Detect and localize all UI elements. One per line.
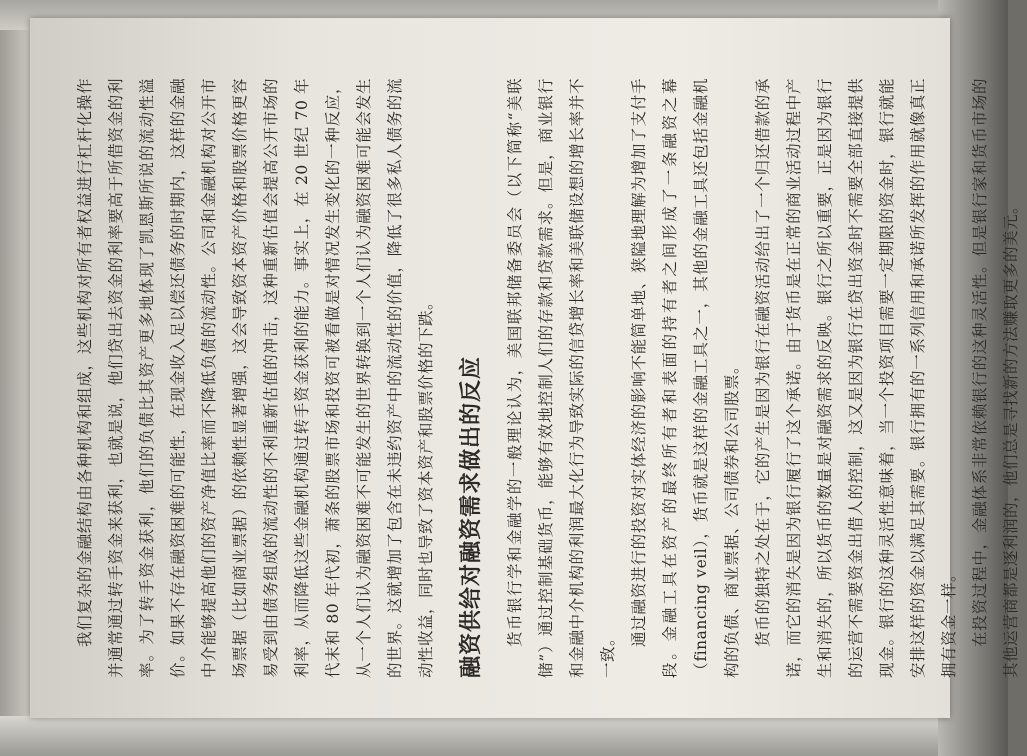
- intro-paragraph: 我们复杂的金融结构由各种机构和组成，这些机构对所有者权益进行杠杆化操作并通常通过转手资金来获利，也就是说，他们贷出去资金的利率要高于所借资金的利率。为了转手资金获利，他们的负债比其资产更多地体现了凯恩斯所说的流动性溢价。如果不存在融资困难的可能性，在现金收入足以偿还债务的时期内，这样的金融中介能够提高他们的资产净值比率而不降低负债的流动性。公司和金融机构对公开市场票据（比如商业票据）的依赖性显著增强，这会导致资本资产价格和股票价格更容易受到由债务组成的流动性的不利重新估值的冲击，这种重新估值会提高公开市场的利率，从而降低这些金融机构通过转手资金获利的能力。事实上，在 20 世纪 70 年代末和 80 年代初，萧条的股票市场和投资可被看做是对情况发生变化的一种反应，从一个人们认为融资困难不可能发生的世界转换到一个人们认为融资困难可能会发生的世界。这就增加了包含在未违约资产中的流动性的价值，降低了很多私人债务的流动性收益，同时也导致了资本资产和股票价格的下跌。: [76, 78, 435, 678]
- body-paragraph-1: 货币银行学和金融学的一般理论认为，美国联邦储备委员会（以下简称“美联储”）通过控制基础货币，能够有效地控制人们的存款和贷款需求。但是，商业银行和金融中介机构的利润最大化行为导致实际的信贷增长率和美联储设想的增长率并不一致。: [506, 78, 617, 678]
- book-page: [30, 18, 1020, 718]
- body-paragraph-2: 通过融资进行的投资对实体经济的影响不能简单地、狭隘地理解为增加了支付手段。金融工具在资产的最终所有者和表面的持有者之间形成了一条融资之幕（financing veil），货币就是这样的金融工具之一，其他的金融工具还包括金融机构的负债、商业票据、公司债券和公司股票。: [630, 78, 741, 678]
- body-paragraph-4: 在投资过程中，金融体系非常依赖银行的这种灵活性。但是银行家和货币市场的其他运营商都是逐利润的，他们总是寻找新的方法赚取更多的美元。: [971, 78, 1020, 678]
- book-edge-bottom: [0, 716, 1008, 756]
- section-heading: 融资供给对融资需求做出的反应: [459, 355, 484, 678]
- text-column: [70, 78, 1027, 678]
- printed-text-block: [70, 78, 1020, 678]
- body-paragraph-3: 货币的独特之处在于，它的产生是因为银行在融资活动给出了一个归还借款的承诺，而它的消失是因为银行履行了这个承诺。由于货币是在正常的商业活动过程中产生和消失的，所以货币的数量是对融资需求的反映。银行之所以重要，正是因为银行的运营不需要资金出借人的控制，这又是因为银行在贷出资金时不需要全部直接提供现金。银行的这种灵活性意味着，当一个投资项目需要一定期限的资金时，银行就能安排这样的资金以满足其需要。银行拥有的一系列信用和承诺所发挥的作用就像真正拥有资金一样。: [754, 78, 958, 678]
